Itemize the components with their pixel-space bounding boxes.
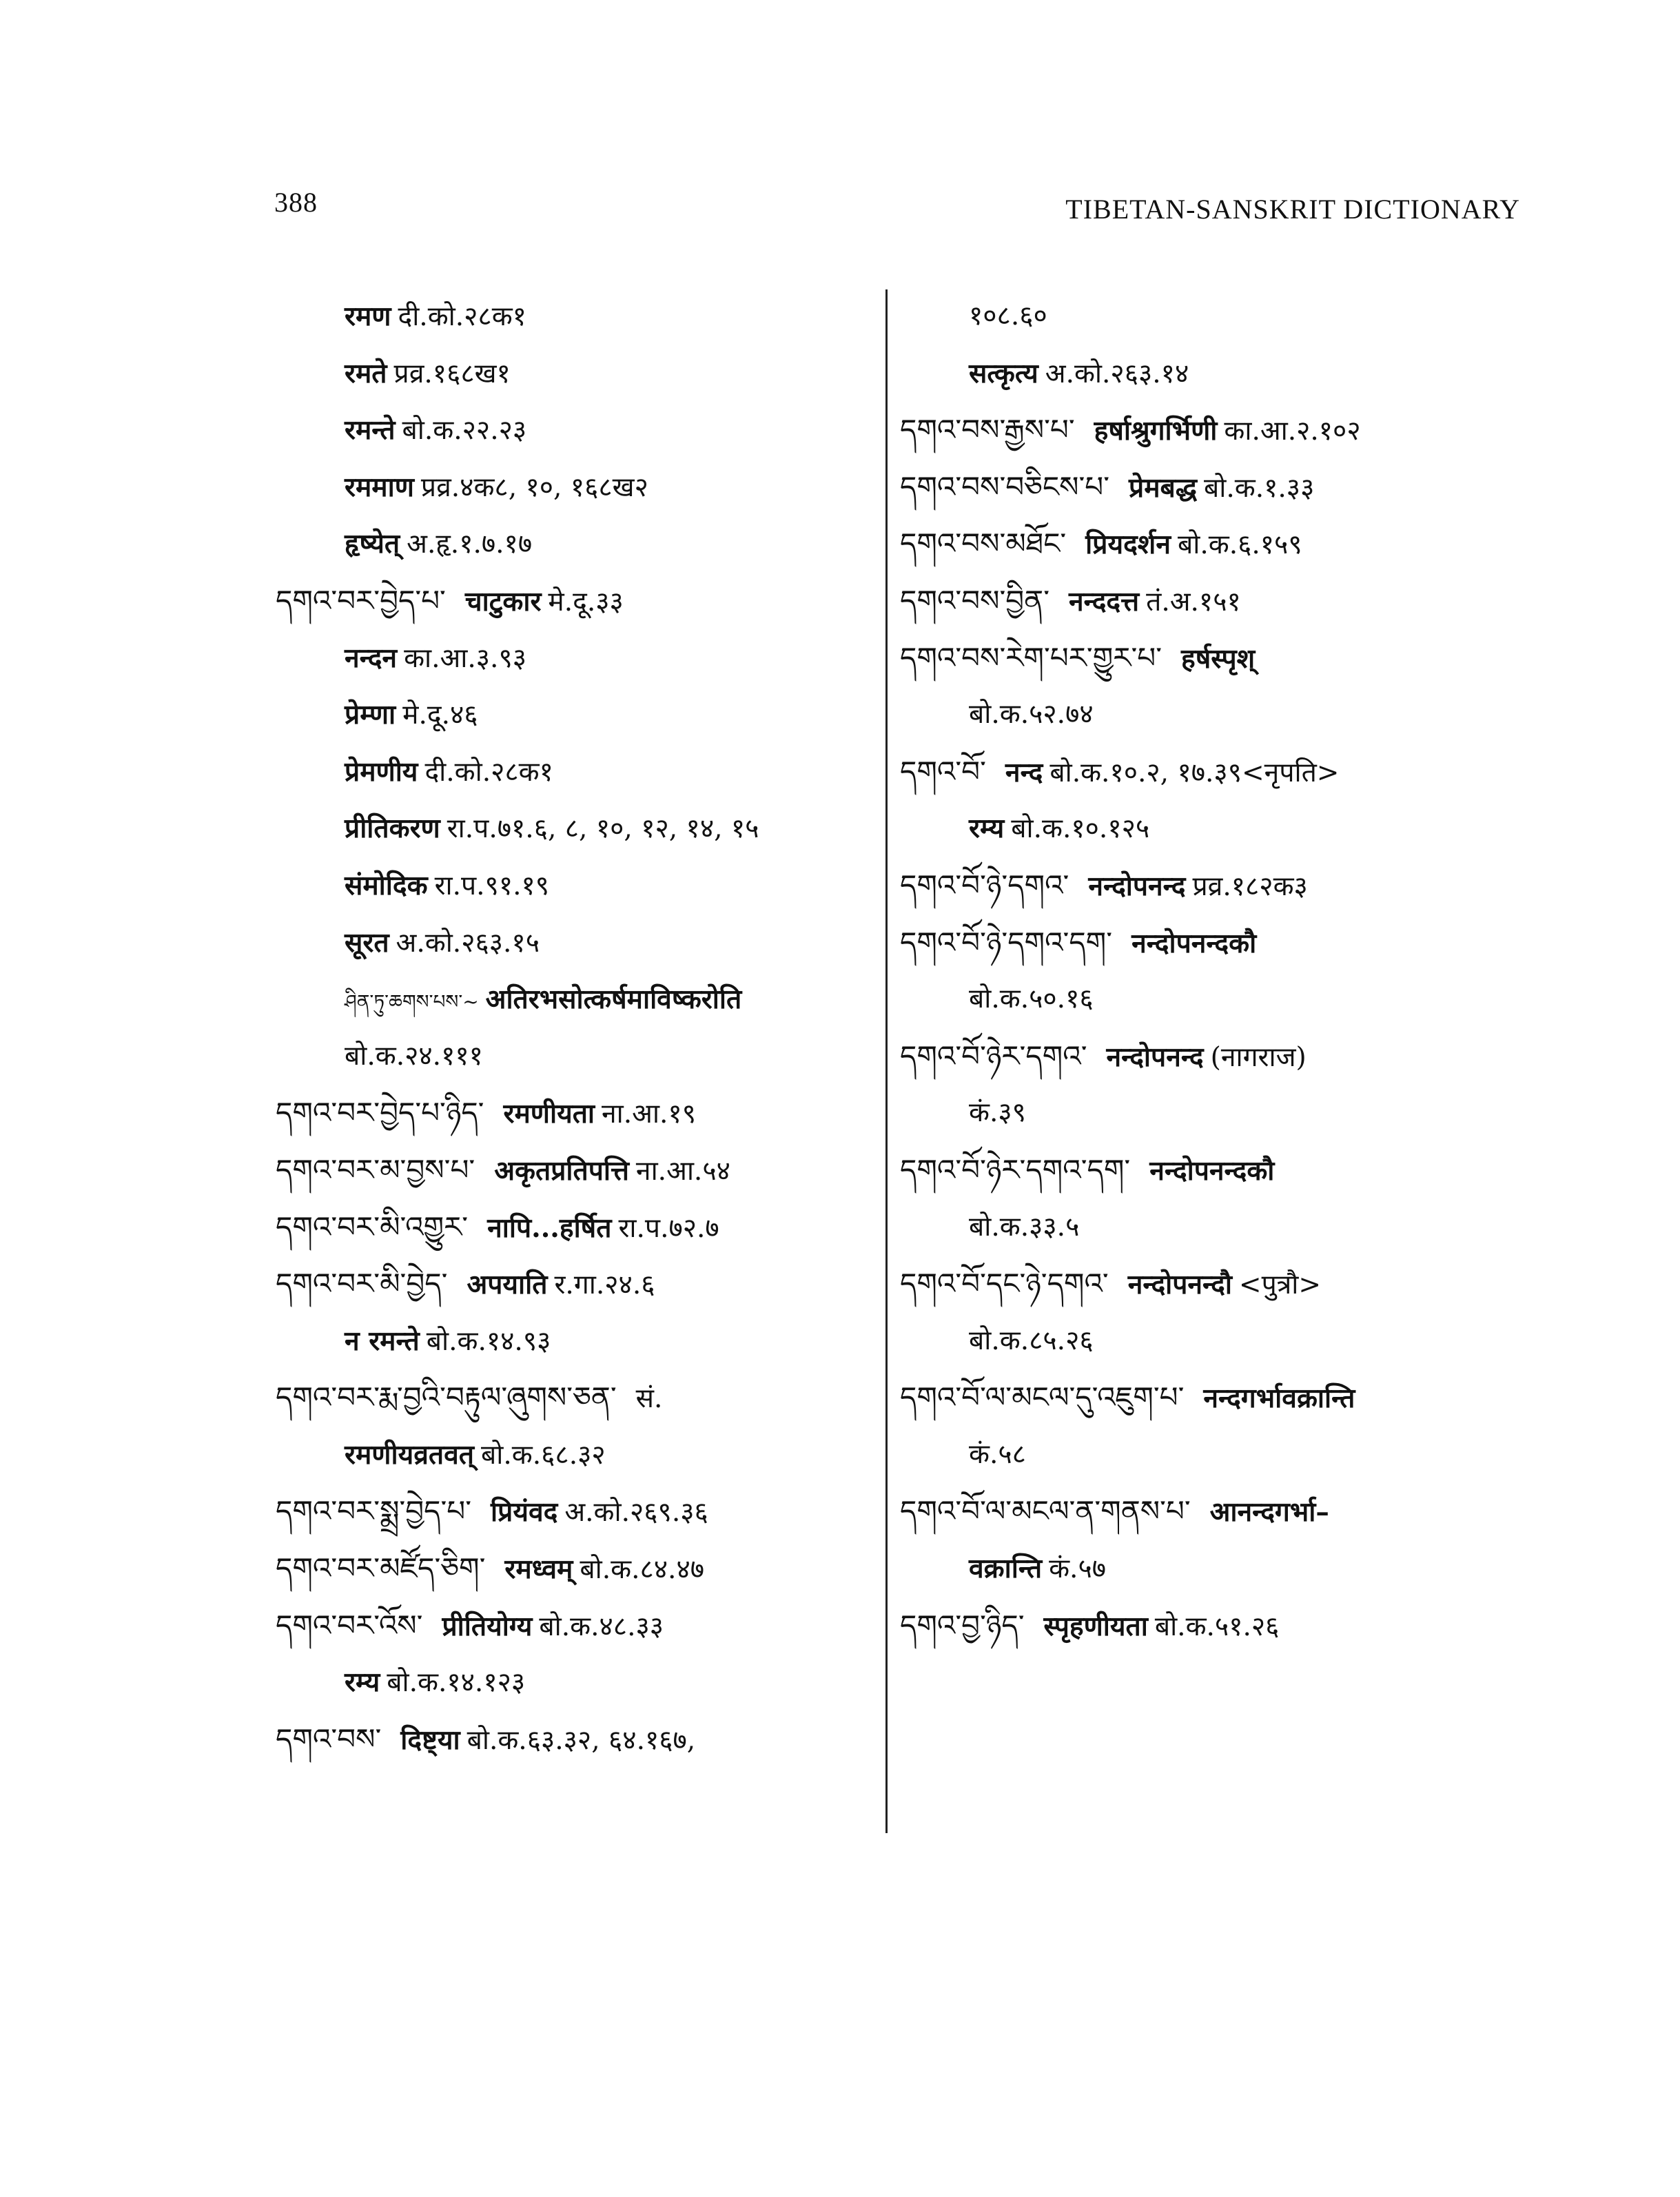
- dictionary-line: [276, 800, 875, 857]
- source-reference: दी.को.२८क१: [424, 756, 553, 788]
- source-reference: बो.क.२२.२३: [402, 415, 527, 447]
- dictionary-line: [276, 459, 875, 516]
- source-reference: (नागराज): [1210, 1041, 1307, 1073]
- dictionary-line: [900, 1199, 1520, 1256]
- source-reference: <पुत्रौ>: [1238, 1269, 1322, 1301]
- source-reference: बो.क.६.१५९: [1177, 529, 1302, 561]
- tibetan-headword: དགའ་བོ་ཉེར་དགའ་: [900, 1039, 1087, 1073]
- dictionary-line: [276, 1654, 875, 1711]
- tibetan-headword: དགའ་བས་: [276, 1721, 382, 1756]
- source-reference: प्रव्र.४क८, १०, १६८ख२: [420, 471, 648, 503]
- sanskrit-equivalent: प्रेमबद्ध: [1129, 471, 1197, 504]
- dictionary-line: [900, 971, 1520, 1028]
- sanskrit-equivalent: सत्कृत्य: [969, 357, 1038, 389]
- tibetan-headword: དགའ་བས་རེག་པར་གྱུར་པ་: [900, 640, 1162, 675]
- dictionary-line: [900, 800, 1520, 857]
- dictionary-line: [276, 1028, 875, 1085]
- source-reference: १०८.६०: [969, 300, 1047, 331]
- source-reference: मे.दू.४६: [402, 699, 478, 731]
- sanskrit-equivalent: नन्दोपनन्द: [1088, 870, 1186, 902]
- dictionary-line: [900, 402, 1520, 459]
- sanskrit-equivalent: हर्षस्पृश्: [1181, 642, 1256, 675]
- sanskrit-equivalent: अतिरभसोत्कर्षमाविष्करोति: [485, 983, 742, 1016]
- tibetan-headword: དགའ་བྱ་ཉིད་: [900, 1608, 1025, 1642]
- sanskrit-equivalent: नापि...हर्षित: [487, 1212, 612, 1244]
- sanskrit-equivalent: न रमन्ते: [345, 1325, 420, 1357]
- sanskrit-equivalent: रम्य: [969, 813, 1005, 845]
- dictionary-line: [276, 971, 875, 1028]
- source-reference: तं.अ.१५१: [1146, 586, 1241, 617]
- dictionary-line: [276, 1711, 875, 1768]
- sanskrit-equivalent: रमध्वम्: [504, 1553, 573, 1586]
- left-column: [276, 288, 875, 1768]
- dictionary-line: [276, 686, 875, 744]
- tibetan-headword: དགའ་བར་སྨྲ་བྱེད་པ་: [276, 1494, 472, 1529]
- source-reference: ना.आ.५४: [635, 1155, 730, 1187]
- dictionary-line: [900, 1369, 1520, 1427]
- dictionary-line: [900, 1142, 1520, 1199]
- tibetan-headword: དགའ་བར་མ་བྱས་པ་: [276, 1152, 475, 1187]
- dictionary-line: [900, 1256, 1520, 1313]
- source-reference: बो.क.१०.१२५: [1011, 813, 1150, 845]
- tibetan-phrase: ཤིན་ཏུ་ཆགས་པས་~: [345, 990, 479, 1014]
- source-reference: बो.क.३३.५: [969, 1211, 1080, 1243]
- source-reference: कं.५७: [1049, 1553, 1107, 1585]
- sanskrit-equivalent: प्रीतिकरण: [345, 813, 440, 845]
- source-reference: कं.५८: [969, 1438, 1026, 1470]
- tibetan-headword: དགའ་བར་བྱེད་པ་: [276, 583, 446, 617]
- sanskrit-equivalent: प्रीतियोग्य: [442, 1610, 533, 1642]
- tibetan-headword: དགའ་བས་མཐོང་: [900, 527, 1067, 561]
- source-reference: बो.क.६८.३२: [481, 1439, 606, 1471]
- tibetan-headword: དགའ་བོ་ཉེ་དགའ་དག་: [900, 925, 1113, 959]
- dictionary-line: [276, 402, 875, 459]
- sanskrit-equivalent: वक्रान्ति: [969, 1553, 1043, 1585]
- source-reference: बो.क.५०.१६: [969, 983, 1094, 1015]
- source-reference: मे.दू.३३: [548, 586, 624, 617]
- dictionary-line: [900, 573, 1520, 630]
- source-reference: बो.क.५१.२६: [1154, 1611, 1280, 1642]
- dictionary-line: [276, 1199, 875, 1256]
- source-reference: रा.प.९१.१९: [434, 870, 550, 901]
- source-reference: बो.क.१४.१२३: [387, 1667, 526, 1699]
- source-reference: बो.क.६३.३२, ६४.१६७,: [467, 1724, 696, 1756]
- sanskrit-equivalent: प्रेम्णा: [345, 699, 396, 731]
- sanskrit-equivalent: नन्दन: [345, 642, 398, 674]
- sanskrit-equivalent: नन्दोपनन्दौ: [1127, 1269, 1232, 1301]
- sanskrit-equivalent: रममाण: [345, 471, 414, 503]
- source-reference: अ.को.२६३.१५: [396, 927, 540, 959]
- source-reference: रा.प.७१.६, ८, १०, १२, १४, १५: [447, 813, 759, 845]
- source-reference: कं.३९: [969, 1097, 1026, 1129]
- source-reference: बो.क.१४.९३: [426, 1325, 551, 1357]
- sanskrit-equivalent: नन्दोपनन्द: [1106, 1041, 1204, 1073]
- dictionary-line: [900, 1427, 1520, 1484]
- dictionary-line: [276, 1369, 875, 1427]
- source-reference: ना.आ.१९: [602, 1098, 696, 1130]
- tibetan-headword: དགའ་བོ་དང་ཉེ་དགའ་: [900, 1267, 1109, 1301]
- source-reference: र.गा.२४.६: [554, 1269, 655, 1301]
- dictionary-line: [900, 744, 1520, 801]
- source-reference: बो.क.१.३३: [1204, 472, 1315, 504]
- tibetan-headword: དགའ་བར་བྱེད་པ་ཉིད་: [276, 1096, 484, 1130]
- tibetan-headword: དགའ་བར་མི་བྱེད་: [276, 1267, 448, 1301]
- dictionary-line: [276, 1483, 875, 1540]
- dictionary-line: [276, 914, 875, 972]
- source-reference: बो.क.८५.२६: [969, 1325, 1094, 1356]
- dictionary-line: [276, 288, 875, 345]
- dictionary-line: [276, 1313, 875, 1370]
- source-reference: सं.: [635, 1383, 663, 1415]
- sanskrit-equivalent: रमते: [345, 357, 387, 389]
- sanskrit-equivalent: प्रियंवद: [491, 1496, 558, 1529]
- dictionary-line: [276, 1256, 875, 1313]
- dictionary-line: [900, 857, 1520, 914]
- dictionary-line: [900, 686, 1520, 744]
- source-reference: बो.क.१०.२, १७.३९<नृपति>: [1049, 757, 1340, 788]
- source-reference: का.आ.३.९३: [404, 642, 527, 674]
- tibetan-headword: དགའ་བས་རྒྱས་པ་: [900, 413, 1075, 447]
- sanskrit-equivalent: चाटुकार: [464, 585, 542, 617]
- sanskrit-equivalent: नन्दगर्भावक्रान्ति: [1203, 1382, 1355, 1415]
- source-reference: बो.क.५२.७४: [969, 699, 1094, 730]
- sanskrit-equivalent: रमणीयव्रतवत्: [345, 1438, 475, 1471]
- sanskrit-equivalent: दिष्ट्या: [400, 1724, 460, 1756]
- dictionary-line: [900, 288, 1520, 345]
- dictionary-line: [276, 515, 875, 573]
- dictionary-line: [900, 1540, 1520, 1597]
- sanskrit-equivalent: रमणीयता: [503, 1098, 595, 1130]
- tibetan-headword: དགའ་བོ་: [900, 754, 986, 788]
- source-reference: अ.हृ.१.७.१७: [407, 529, 533, 560]
- sanskrit-equivalent: प्रेमणीय: [345, 755, 418, 788]
- source-reference: अ.को.२६३.१४: [1045, 358, 1189, 389]
- page-number: 388: [274, 187, 318, 218]
- sanskrit-equivalent: हृष्येत्: [345, 528, 400, 560]
- tibetan-headword: དགའ་བོ་ལ་མངལ་ན་གནས་པ་: [900, 1494, 1191, 1529]
- sanskrit-equivalent: आनन्दगर्भा–: [1209, 1496, 1329, 1529]
- dictionary-line: [276, 1085, 875, 1142]
- tibetan-headword: དགའ་བར་མཛོད་ཅིག་: [276, 1551, 486, 1586]
- sanskrit-equivalent: नन्दोपनन्दकौ: [1131, 927, 1257, 959]
- source-reference: दी.को.२८क१: [398, 301, 526, 332]
- dictionary-line: [900, 459, 1520, 516]
- sanskrit-equivalent: अकृतप्रतिपत्ति: [494, 1154, 629, 1187]
- dictionary-line: [900, 1085, 1520, 1142]
- tibetan-headword: དགའ་བོ་ཉེ་དགའ་: [900, 868, 1069, 902]
- sanskrit-equivalent: संमोदिक: [345, 869, 428, 901]
- tibetan-headword: དགའ་བར་རྨ་བྱའི་བརྟུལ་ཞུགས་ཅན་: [276, 1380, 617, 1415]
- dictionary-line: [276, 1427, 875, 1484]
- tibetan-headword: དགའ་བར་མི་འགྱུར་: [276, 1209, 469, 1244]
- tibetan-headword: དགའ་བར་འོས་: [276, 1608, 423, 1642]
- dictionary-line: [900, 1483, 1520, 1540]
- dictionary-line: [276, 1540, 875, 1597]
- source-reference: बो.क.८४.४७: [580, 1554, 705, 1586]
- sanskrit-equivalent: नन्द: [1005, 756, 1043, 788]
- sanskrit-equivalent: अपयाति: [467, 1269, 548, 1301]
- dictionary-line: [900, 1597, 1520, 1655]
- sanskrit-equivalent: रम्य: [345, 1666, 380, 1699]
- tibetan-headword: དགའ་བོ་ལ་མངལ་དུ་འཇུག་པ་: [900, 1380, 1185, 1415]
- source-reference: प्रव्र.१८२क३: [1192, 870, 1308, 902]
- dictionary-line: [276, 744, 875, 801]
- source-reference: प्रव्र.१६८ख१: [393, 358, 511, 389]
- dictionary-line: [900, 630, 1520, 687]
- dictionary-line: [900, 1313, 1520, 1370]
- running-title: TIBETAN-SANSKRIT DICTIONARY: [1065, 194, 1520, 225]
- sanskrit-equivalent: सूरत: [345, 926, 389, 959]
- sanskrit-equivalent: प्रियदर्शन: [1085, 529, 1171, 561]
- dictionary-line: [900, 914, 1520, 972]
- source-reference: का.आ.२.१०२: [1224, 416, 1361, 447]
- dictionary-line: [900, 1028, 1520, 1085]
- source-reference: बो.क.२४.१११: [345, 1040, 483, 1072]
- sanskrit-equivalent: नन्ददत्त: [1069, 585, 1140, 617]
- dictionary-line: [276, 1597, 875, 1655]
- sanskrit-equivalent: रमण: [345, 300, 391, 332]
- dictionary-line: [276, 1142, 875, 1199]
- dictionary-line: [900, 515, 1520, 573]
- sanskrit-equivalent: हर्षाश्रुगर्भिणी: [1094, 415, 1218, 447]
- dictionary-line: [276, 857, 875, 914]
- sanskrit-equivalent: स्पृहणीयता: [1043, 1610, 1148, 1642]
- column-divider: [885, 289, 888, 1833]
- dictionary-line: [276, 573, 875, 630]
- dictionary-line: [900, 345, 1520, 402]
- tibetan-headword: དགའ་བས་བྱིན་: [900, 583, 1050, 617]
- dictionary-line: [276, 630, 875, 687]
- dictionary-line: [276, 345, 875, 402]
- tibetan-headword: དགའ་བས་བཅིངས་པ་: [900, 469, 1110, 504]
- right-column: [900, 288, 1520, 1654]
- source-reference: रा.प.७२.७: [618, 1212, 719, 1244]
- tibetan-headword: དགའ་བོ་ཉེར་དགའ་དག་: [900, 1152, 1131, 1187]
- sanskrit-equivalent: नन्दोपनन्दकौ: [1149, 1154, 1275, 1187]
- sanskrit-equivalent: रमन्ते: [345, 414, 396, 447]
- source-reference: बो.क.४८.३३: [539, 1611, 664, 1642]
- source-reference: अ.को.२६९.३६: [564, 1497, 708, 1529]
